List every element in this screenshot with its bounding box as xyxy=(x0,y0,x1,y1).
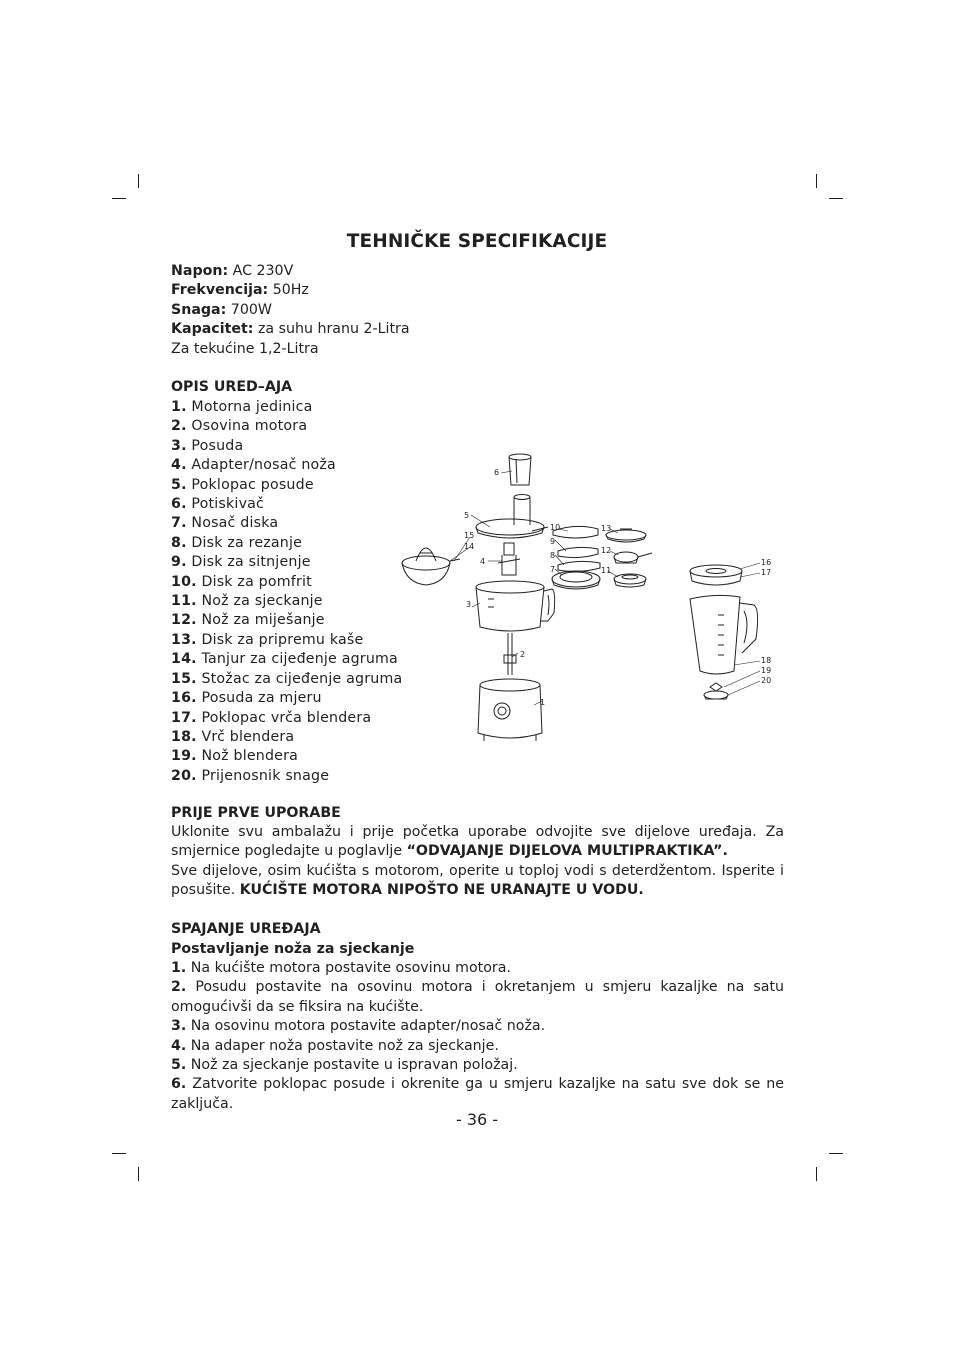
list-item xyxy=(171,728,402,747)
item-number: 11. xyxy=(171,593,197,610)
list-item xyxy=(171,670,402,689)
diagram-label-11: 11 xyxy=(601,566,612,575)
blender-blade-drawing xyxy=(704,683,728,699)
list-item xyxy=(171,1037,784,1056)
crop-mark xyxy=(138,174,139,188)
list-item xyxy=(171,689,402,708)
spec-row xyxy=(171,320,410,339)
bowl-drawing xyxy=(476,581,555,631)
first-use-heading: PRIJE PRVE UPORABE xyxy=(171,805,341,821)
step-number: 5. xyxy=(171,1057,187,1074)
spec-label: Napon: xyxy=(171,263,229,279)
item-name: Disk za pripremu kaše xyxy=(196,631,364,648)
list-item xyxy=(171,398,402,417)
item-number: 9. xyxy=(171,554,187,571)
item-number: 20. xyxy=(171,767,197,784)
item-name: Disk za rezanje xyxy=(186,534,303,551)
first-use-text xyxy=(171,823,784,901)
parts-list xyxy=(171,398,402,786)
diagram-label-14: 14 xyxy=(464,542,475,551)
step-text: Na osovinu motora postavite adapter/nosač noža. xyxy=(186,1018,546,1035)
item-name: Osovina motora xyxy=(186,418,308,435)
specifications xyxy=(171,262,410,359)
step-text: Posudu postavite na osovinu motora i okretanjem u smjeru kazaljke na satu omogućivši da se fiksira na kućište. xyxy=(171,979,784,1015)
paragraph-text: Uklonite svu ambalažu i prije početka uporabe odvojite sve dijelove uređaja. Za smjernice pogledajte u poglavlje xyxy=(171,824,784,860)
crop-mark xyxy=(112,198,126,199)
list-item xyxy=(171,495,402,514)
item-name: Vrč blendera xyxy=(196,728,295,745)
parts-diagram xyxy=(398,443,778,743)
step-number: 3. xyxy=(171,1018,187,1035)
item-number: 7. xyxy=(171,515,187,532)
crop-mark xyxy=(829,1153,843,1154)
list-item xyxy=(171,417,402,436)
item-number: 14. xyxy=(171,651,197,668)
blender-lid-drawing xyxy=(690,565,742,585)
diagram-label-20: 20 xyxy=(761,676,772,685)
item-name: Posuda za mjeru xyxy=(196,690,322,707)
step-text: Na kućište motora postavite osovinu motora. xyxy=(186,960,511,976)
list-item xyxy=(171,1075,784,1114)
paragraph-emphasis: KUĆIŠTE MOTORA NIPOŠTO NE URANAJTE U VODU. xyxy=(239,882,644,899)
spec-label: Kapacitet: xyxy=(171,321,254,338)
list-item xyxy=(171,1017,784,1036)
diagram-label-16: 16 xyxy=(761,558,772,567)
list-item xyxy=(171,978,784,1017)
diagram-label-18: 18 xyxy=(761,656,772,665)
spec-row xyxy=(171,301,410,320)
step-number: 2. xyxy=(171,979,187,996)
list-item xyxy=(171,611,402,630)
item-number: 5. xyxy=(171,476,187,493)
list-item xyxy=(171,573,402,592)
parts-heading: OPIS URED–AJA xyxy=(171,379,293,395)
spec-label: Snaga: xyxy=(171,301,227,318)
item-name: Nož za miješanje xyxy=(196,612,325,629)
diagram-label-13: 13 xyxy=(601,524,612,533)
list-item xyxy=(171,631,402,650)
crop-mark xyxy=(816,1167,817,1181)
assembly-steps xyxy=(171,959,784,1114)
paragraph xyxy=(171,823,784,862)
item-name: Prijenosnik snage xyxy=(196,767,330,784)
crop-mark xyxy=(829,198,843,199)
diagram-label-15: 15 xyxy=(464,531,475,540)
diagram-label-6: 6 xyxy=(494,468,500,477)
item-name: Tanjur za cijeđenje agruma xyxy=(196,651,398,668)
item-name: Motorna jedinica xyxy=(186,399,313,415)
step-text: Nož za sjeckanje postavite u ispravan položaj. xyxy=(186,1057,518,1074)
list-item xyxy=(171,767,402,786)
item-number: 17. xyxy=(171,709,197,726)
item-name: Stožac za cijeđenje agruma xyxy=(196,670,403,687)
item-number: 4. xyxy=(171,457,187,474)
list-item xyxy=(171,456,402,475)
list-item xyxy=(171,534,402,553)
item-name: Adapter/nosač noža xyxy=(186,457,336,474)
diagram-label-5: 5 xyxy=(464,511,470,520)
diagram-label-1: 1 xyxy=(540,698,546,707)
diagram-label-4: 4 xyxy=(480,557,486,566)
spec-row: Za tekućine 1,2-Litra xyxy=(171,340,319,357)
crop-mark xyxy=(112,1153,126,1154)
item-name: Poklopac posude xyxy=(186,476,314,493)
page-number: - 36 - xyxy=(455,1110,499,1129)
paragraph xyxy=(171,862,784,901)
item-name: Nož za sjeckanje xyxy=(196,593,323,610)
page-title: TEHNIČKE SPECIFIKACIJE xyxy=(346,231,608,252)
assembly-heading: SPAJANJE UREĐAJA xyxy=(171,921,321,937)
item-number: 12. xyxy=(171,612,197,629)
list-item xyxy=(171,437,402,456)
blender-jug-drawing xyxy=(690,595,758,674)
diagram-label-2: 2 xyxy=(520,650,526,659)
crop-mark xyxy=(138,1167,139,1181)
item-name: Posuda xyxy=(186,437,244,454)
item-number: 2. xyxy=(171,418,187,435)
list-item xyxy=(171,592,402,611)
bowl-lid-drawing xyxy=(476,519,548,538)
item-number: 1. xyxy=(171,399,187,415)
paragraph-emphasis: “ODVAJANJE DIJELOVA MULTIPRAKTIKA”. xyxy=(406,843,728,860)
item-number: 19. xyxy=(171,748,197,765)
item-number: 18. xyxy=(171,728,197,745)
spec-value: za suhu hranu 2-Litra xyxy=(253,321,410,338)
step-text: Zatvorite poklopac posude i okrenite ga u smjeru kazaljke na satu sve dok se ne zaključa. xyxy=(171,1076,784,1112)
list-item xyxy=(171,514,402,533)
item-name: Disk za sitnjenje xyxy=(186,554,311,571)
pusher-drawing xyxy=(509,454,531,485)
list-item xyxy=(171,747,402,766)
assembly-subheading: Postavljanje noža za sjeckanje xyxy=(171,941,415,957)
item-number: 15. xyxy=(171,670,197,687)
diagram-label-7: 7 xyxy=(550,565,556,574)
crop-mark xyxy=(816,174,817,188)
item-name: Disk za pomfrit xyxy=(196,573,312,590)
diagram-label-12: 12 xyxy=(601,546,612,555)
step-text: Na adaper noža postavite nož za sjeckanje. xyxy=(186,1037,499,1054)
item-number: 3. xyxy=(171,437,187,454)
diagram-label-3: 3 xyxy=(466,600,472,609)
paragraph-text: Sve dijelove, osim kućišta s motorom, operite u toploj vodi s deterdžentom. Isperite i posušite. xyxy=(171,862,784,899)
diagram-label-9: 9 xyxy=(550,537,556,546)
list-item xyxy=(171,959,784,978)
spec-value: 700W xyxy=(226,301,272,318)
item-number: 16. xyxy=(171,690,197,707)
spec-value: 50Hz xyxy=(268,282,309,299)
item-name: Poklopac vrča blendera xyxy=(196,709,372,726)
item-number: 8. xyxy=(171,534,187,551)
step-number: 4. xyxy=(171,1037,187,1054)
citrus-juicer-drawing xyxy=(402,548,460,585)
motor-shaft-drawing xyxy=(504,633,516,675)
blade-adapter-drawing xyxy=(498,543,520,575)
diagram-label-8: 8 xyxy=(550,551,556,560)
list-item xyxy=(171,1056,784,1075)
step-number: 6. xyxy=(171,1076,187,1093)
item-number: 13. xyxy=(171,631,197,648)
diagram-label-10: 10 xyxy=(550,523,561,532)
list-item xyxy=(171,476,402,495)
diagram-label-17: 17 xyxy=(761,568,772,577)
item-name: Potiskivač xyxy=(186,496,265,513)
item-name: Nož blendera xyxy=(196,748,299,765)
list-item xyxy=(171,553,402,572)
spec-row xyxy=(171,262,410,281)
spec-label: Frekvencija: xyxy=(171,282,269,299)
list-item xyxy=(171,709,402,728)
spec-value: AC 230V xyxy=(228,263,294,279)
item-number: 6. xyxy=(171,496,187,513)
item-name: Nosač diska xyxy=(186,515,279,532)
step-number: 1. xyxy=(171,960,187,976)
spec-row xyxy=(171,281,410,300)
discs-drawing xyxy=(552,526,652,589)
diagram-label-19: 19 xyxy=(761,666,772,675)
motor-base-drawing xyxy=(478,679,542,741)
item-number: 10. xyxy=(171,573,197,590)
leader-lines xyxy=(450,471,760,705)
list-item xyxy=(171,650,402,669)
